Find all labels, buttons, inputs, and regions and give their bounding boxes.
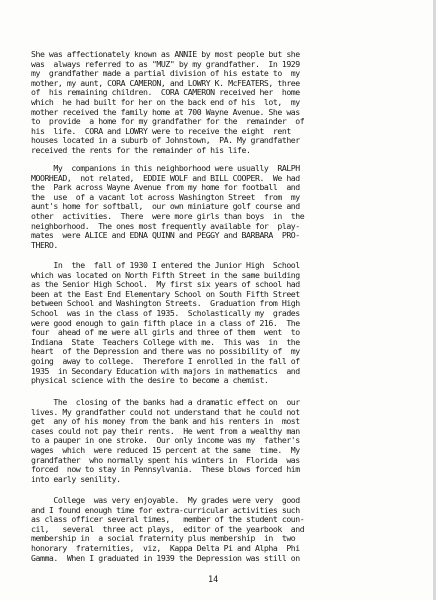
text-line: between School and Washington Streets. Graduation from High bbox=[31, 299, 300, 309]
paragraph-5 bbox=[31, 496, 403, 563]
text-line: his life. CORA and LOWRY were to receive the eight rent bbox=[31, 126, 291, 136]
text-line: THERO. bbox=[31, 240, 58, 250]
text-line: 1935 in Secondary Education with majors in mathematics and bbox=[31, 366, 300, 376]
paragraph-3 bbox=[31, 261, 403, 386]
text-line: cases could not pay their rents. He went from a wealthy man bbox=[31, 426, 300, 436]
text-line: which he had built for her on the back end of his lot, my bbox=[31, 97, 300, 107]
text-line: mother, my aunt, CORA CAMERON, and LOWRY K. McFEATERS, three bbox=[31, 78, 300, 88]
text-line: physical science with the desire to become a chemist. bbox=[31, 376, 269, 386]
text-line: honorary fraternities, viz, Kappa Delta Pi and Alpha Phi bbox=[31, 543, 300, 553]
text-line: grandfather who normally spent his winters in Florida was bbox=[31, 455, 300, 465]
text-line: four ahead of me were all girls and three of them went to bbox=[31, 328, 300, 338]
text-line: My companions in this neighborhood were usually RALPH bbox=[31, 164, 300, 173]
text-line: into early senility. bbox=[31, 474, 121, 484]
text-line: College was very enjoyable. My grades were very good bbox=[31, 496, 300, 505]
text-line: mates were ALICE and EDNA QUINN and PEGGY and BARBARA PRO- bbox=[31, 231, 300, 241]
text-line: lives. My grandfather could not understand that he could not bbox=[31, 407, 300, 417]
text-line: Indiana State Teachers College with me. This was in the bbox=[31, 337, 300, 347]
text-line: were good enough to gain fifth place in a class of 216. The bbox=[31, 318, 300, 328]
text-line: aunt's home for softball, our own miniature golf course and bbox=[31, 202, 300, 212]
text-line: which was located on North Fifth Street in the same building bbox=[31, 270, 300, 280]
text-line: the use of a vacant lot across Washington Street from my bbox=[31, 192, 300, 202]
paragraph-4 bbox=[31, 398, 403, 484]
text-line: of his remaining children. CORA CAMERON received her home bbox=[31, 88, 300, 98]
text-line: to a pauper in one stroke. Our only income was my father's bbox=[31, 436, 300, 446]
text-line: mother received the family home at 700 Wayne Avenue. She was bbox=[31, 107, 300, 117]
text-line: as class officer several times, member of the student coun- bbox=[31, 515, 305, 525]
text-line: membership in a social fraternity plus membership in two bbox=[31, 534, 296, 544]
text-line: going away to college. Therefore I enrolled in the fall of bbox=[31, 356, 300, 366]
text-line: In the fall of 1930 I entered the Junior High School bbox=[31, 261, 300, 270]
text-line: received the rents for the remainder of his life. bbox=[31, 145, 251, 155]
text-line: get any of his money from the bank and his renters in most bbox=[31, 417, 300, 427]
text-line: The closing of the banks had a dramatic effect on our bbox=[31, 398, 300, 407]
text-line: MOORHEAD, not related, EDDIE WOLF and BILL COOPER. We had bbox=[31, 173, 300, 183]
text-line: forced now to stay in Pennsylvania. These blows forced him bbox=[31, 465, 300, 475]
page-number: 14 bbox=[208, 575, 219, 585]
text-line: other activities. There were more girls than boys in the bbox=[31, 211, 305, 221]
text-line: cil, several three act plays, editor of the yearbook and bbox=[31, 524, 305, 534]
text-line: my grandfather made a partial division of his estate to my bbox=[31, 69, 300, 79]
text-line: as the Senior High School. My first six years of school had bbox=[31, 280, 300, 290]
text-line: was always referred to as "MUZ" by my grandfather. In 1929 bbox=[31, 59, 300, 69]
text-line: been at the East End Elementary School on South Fifth Street bbox=[31, 289, 300, 299]
text-line: the Park across Wayne Avenue from my home for football and bbox=[31, 183, 300, 193]
text-line: to provide a home for my grandfather for the remainder of bbox=[31, 117, 305, 127]
paragraph-1 bbox=[31, 50, 403, 156]
paragraph-2 bbox=[31, 164, 403, 250]
text-line: She was affectionately known as ANNIE by most people but she bbox=[31, 50, 300, 59]
text-line: School was in the class of 1935. Scholastically my grades bbox=[31, 308, 300, 318]
text-line: neighborhood. The ones most frequently available for play- bbox=[31, 221, 300, 231]
text-line: Gamma. When I graduated in 1939 the Depression was still on bbox=[31, 553, 300, 563]
text-line: and I found enough time for extra-curricular activities such bbox=[31, 505, 300, 515]
text-line: wages which were reduced 15 percent at the same time. My bbox=[31, 445, 300, 455]
text-line: houses located in a suburb of Johnstown, PA. My grandfather bbox=[31, 136, 300, 146]
text-line: heart of the Depression and there was no possibility of my bbox=[31, 347, 300, 357]
